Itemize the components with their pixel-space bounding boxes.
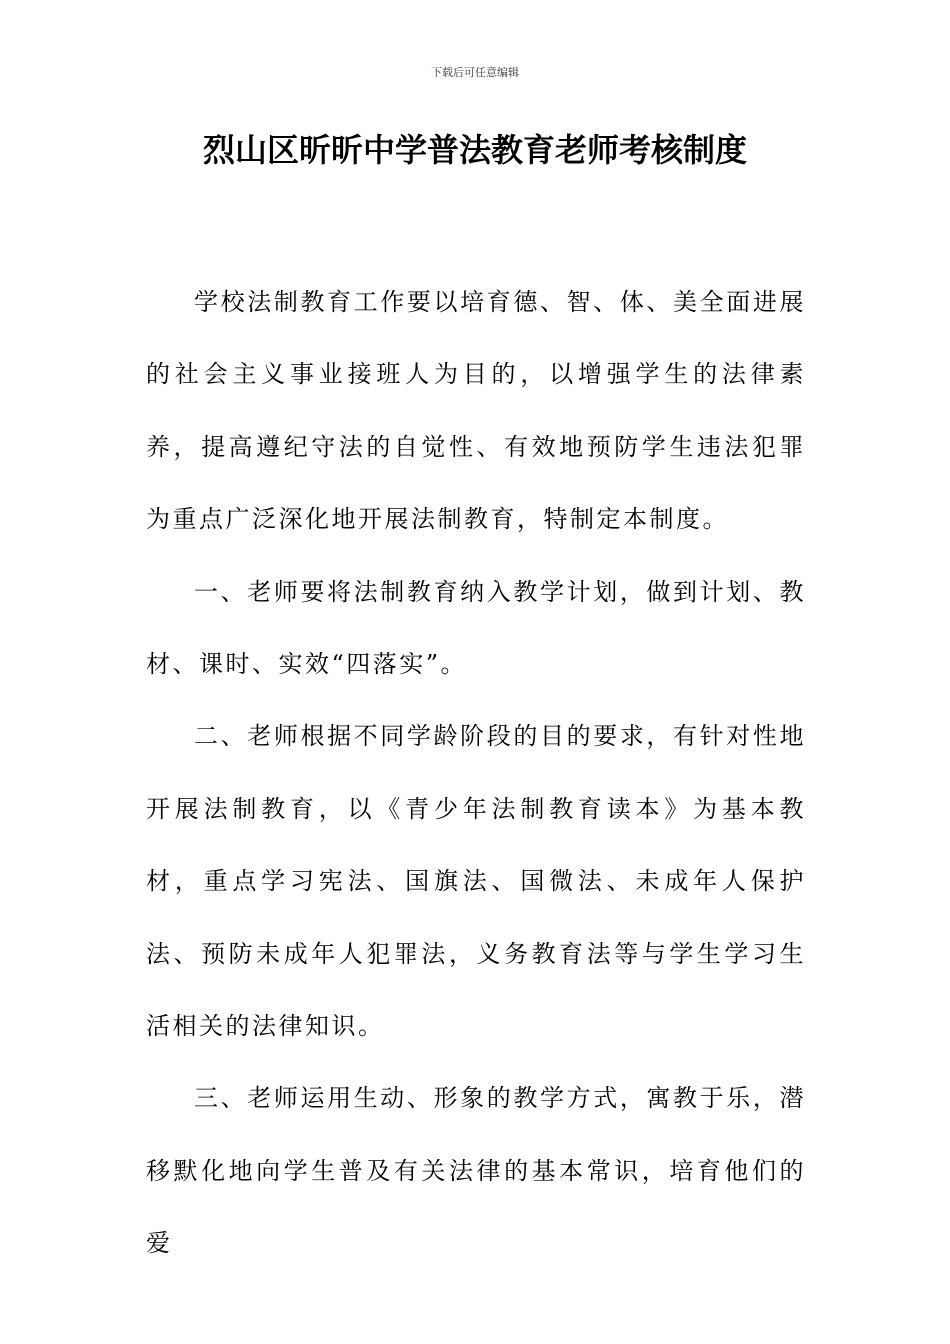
paragraph-item-1: 一、老师要将法制教育纳入教学计划，做到计划、教材、课时、实效“四落实”。 (146, 577, 806, 679)
header-note: 下载后可任意编辑 (431, 66, 519, 79)
document-body (146, 266, 806, 1280)
document-title: 烈山区昕昕中学普法教育老师考核制度 (202, 131, 747, 169)
paragraph-intro: 学校法制教育工作要以培育德、智、体、美全面进展的社会主义事业接班人为目的，以增强学生的法律素养，提高遵纪守法的自觉性、有效地预防学生违法犯罪为重点广泛深化地开展法制教育，特制定本制度。 (146, 288, 806, 534)
paragraph-item-3: 三、老师运用生动、形象的教学方式，寓教于乐，潜移默化地向学生普及有关法律的基本常识，培育他们的爱 (146, 1084, 806, 1258)
paragraph-item-2: 二、老师根据不同学龄阶段的目的要求，有针对性地开展法制教育，以《青少年法制教育读本》为基本教材，重点学习宪法、国旗法、国微法、未成年人保护法、预防未成年人犯罪法，义务教育法等与学生学习生活相关的法律知识。 (146, 722, 806, 1041)
